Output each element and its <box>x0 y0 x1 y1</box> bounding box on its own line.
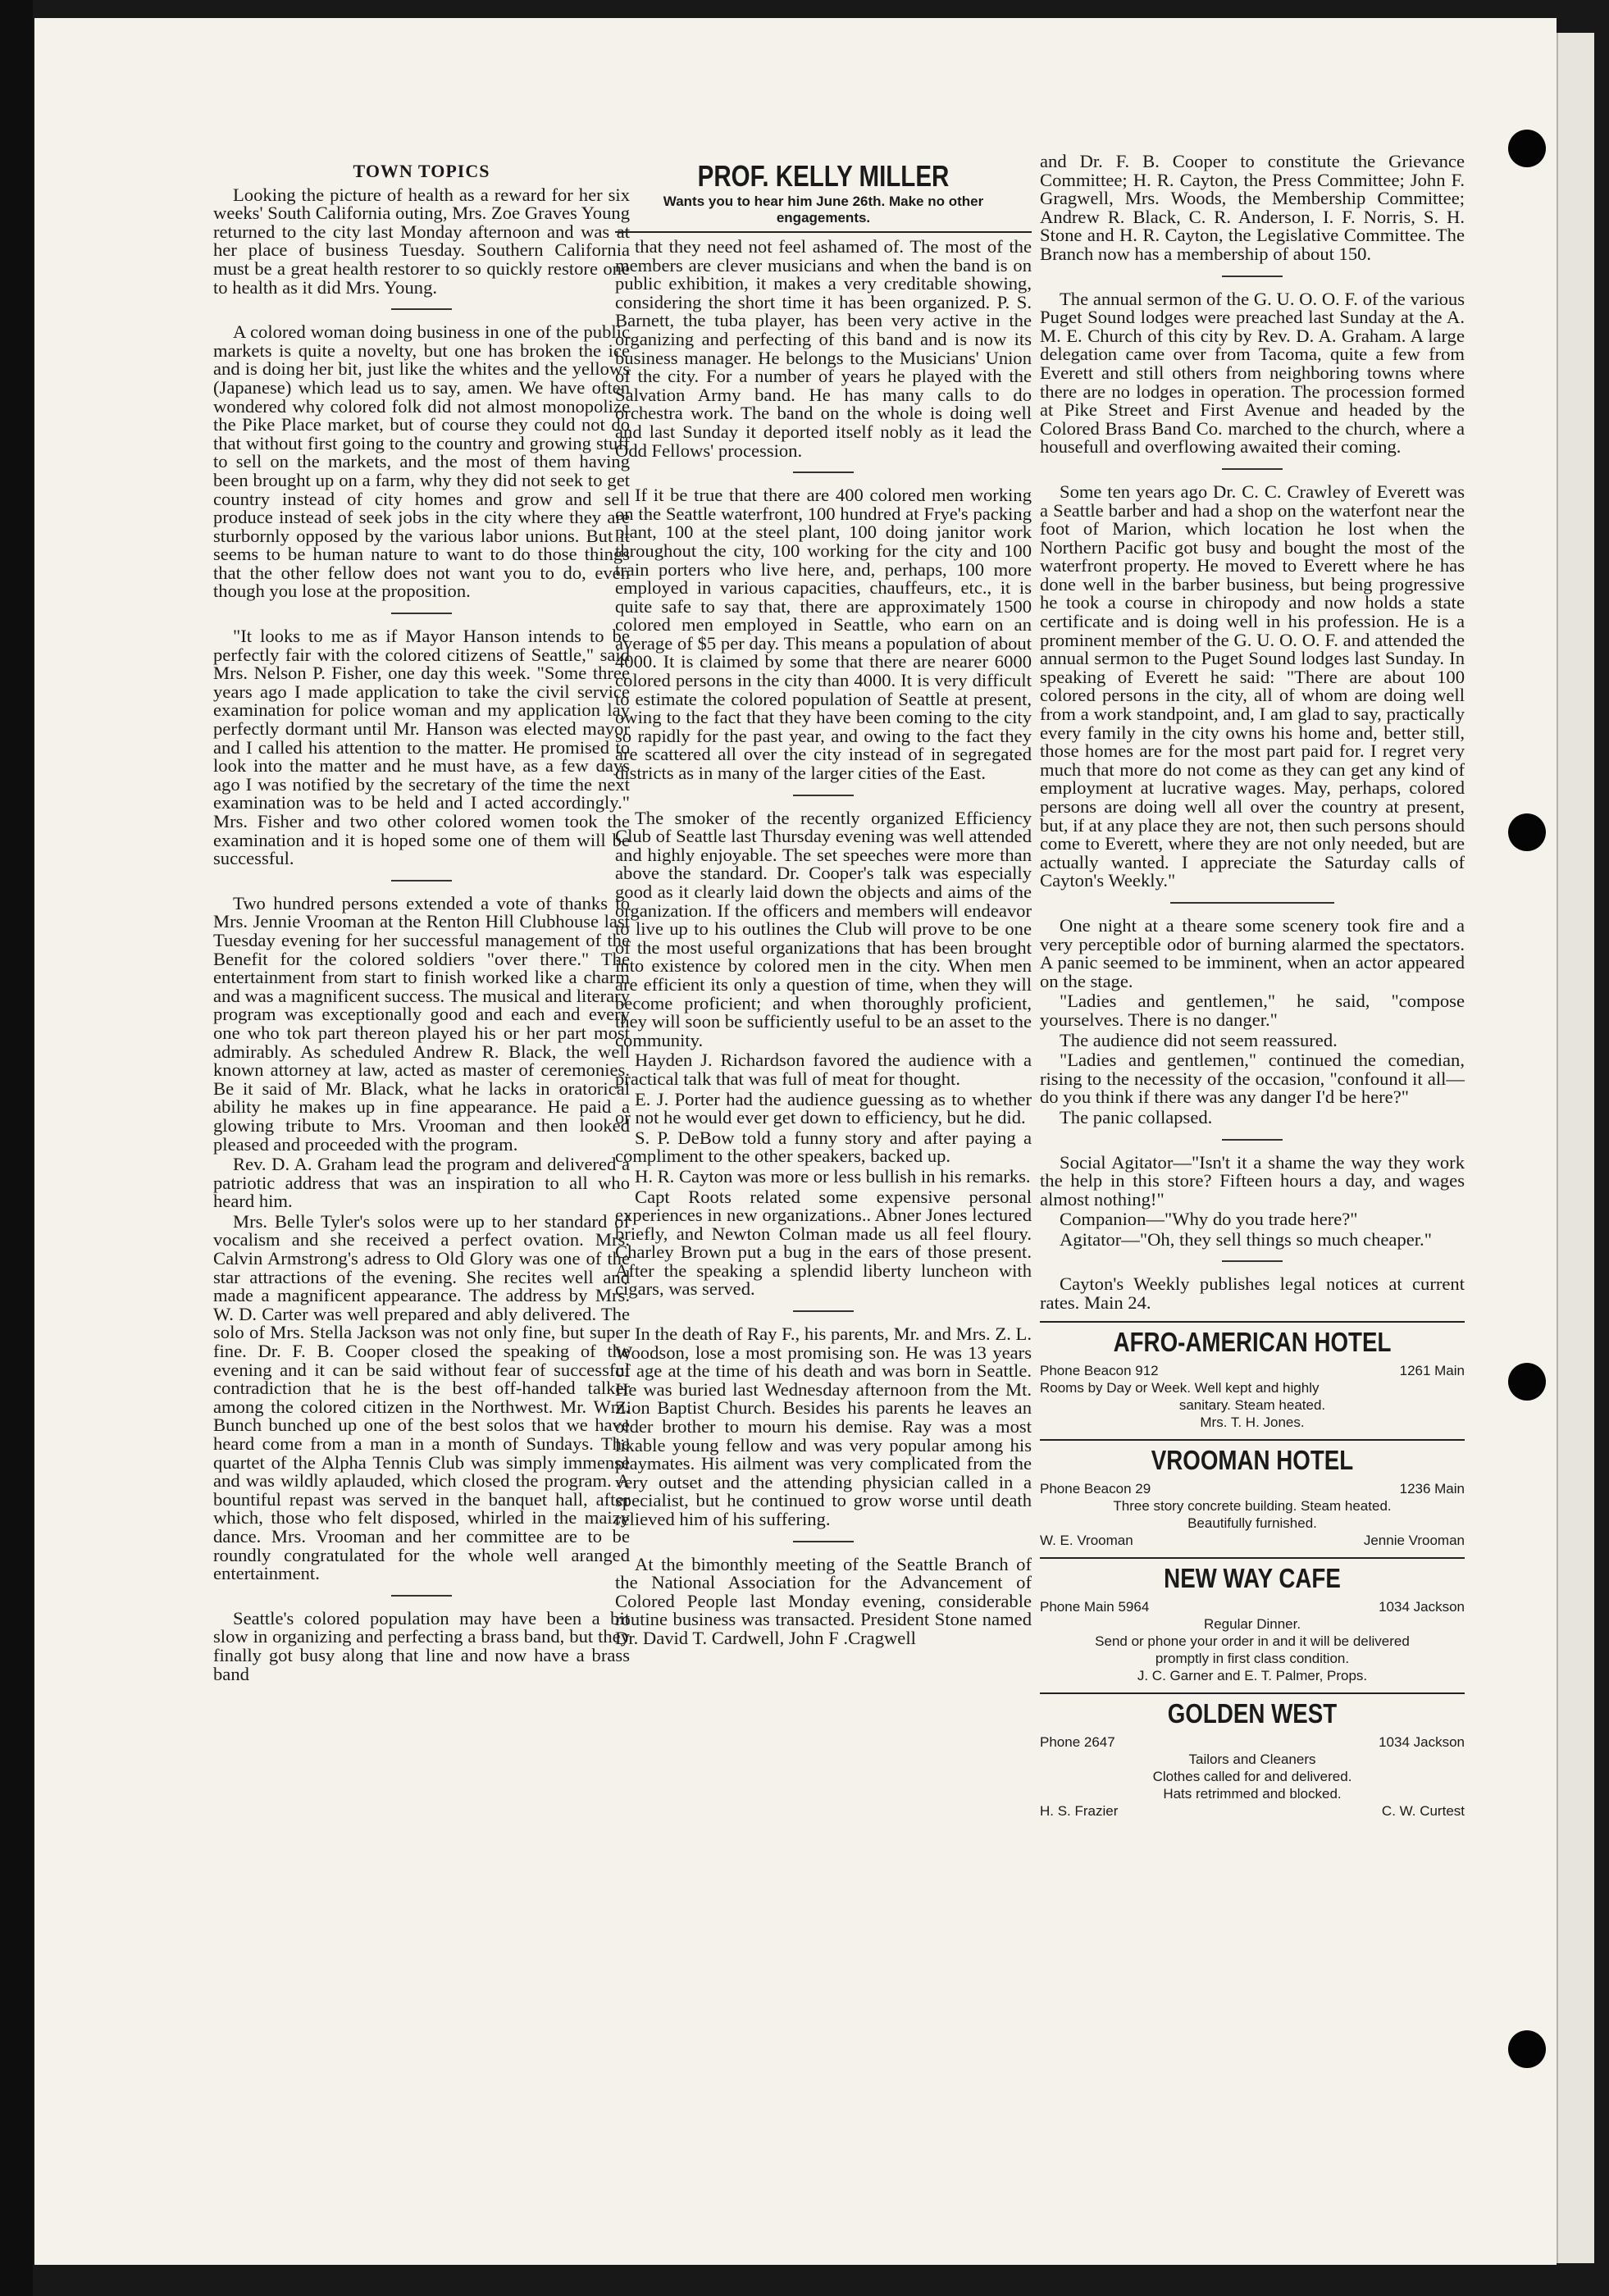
divider <box>391 613 452 614</box>
article-paragraph: A colored woman doing business in one of the public markets is quite a novelty, but one has broken the ice and is doing her bit, just like the whites and the yellows (Japanese) which lead us to say, amen. We have often wondered why colored folk did not almost monopolize the Pike Place market, but of course they could not do that without first going to the country and growing stuff to sell on the markets, and the most of them having been brought up on a farm, why they did not seek to get country instead of city homes and grow and sell produce instead of seek jobs in the city where they are sturbornly opposed by the various labor unions. But it seems to be human nature to want to do those things that the other fellow does not want you to do, even though you lose at the proposition. <box>213 321 630 602</box>
divider <box>793 1310 854 1312</box>
article-paragraph: The annual sermon of the G. U. O. O. F. of the various Puget Sound lodges were preached last Sunday at the A. M. E. Church of this city by Rev. D. A. Graham. A large delegation came over from Tacoma, quite a few from Everett and still others from neighboring towns where there are no lodges in operation. The procession formed at Pike Street and First Avenue and headed by the Colored Brass Band Co. marched to the church, where a housefull and overflowing awaited their coming. <box>1040 288 1465 458</box>
article-paragraph: and Dr. F. B. Cooper to constitute the Grievance Committee; H. R. Cayton, the Press Committee; John F. Gragwell, Mrs. Woods, the Membership Committee; Andrew R. Black, C. R. Anderson, I. F. Norris, S. H. Stone and H. R. Cayton, the Legislative Committee. The Branch now has a membership of about 150. <box>1040 151 1465 264</box>
ad-owner: W. E. Vrooman <box>1040 1532 1133 1548</box>
article-paragraph: "It looks to me as if Mayor Hanson intends to be perfectly fair with the colored citizens of Seattle," said Mrs. Nelson P. Fisher, one day this week. "Some three years ago I made application to take the civil service examination for police woman and my application lay perfectly dormant until Mr. Hanson was elected mayor and I called his attention to the matter. He promised to look into the matter and he must have, as a few days ago I was notified by the secretary of the time the next examination was to be held and I acted accordingly." Mrs. Fisher and two other colored women took the examination and it is hoped some one of them will be successful. <box>213 626 630 869</box>
ad-line: Three story concrete building. Steam heated. <box>1113 1497 1392 1514</box>
ad-line: Rooms by Day or Week. Well kept and highly <box>1040 1379 1320 1396</box>
ad-owner: H. S. Frazier <box>1040 1802 1119 1819</box>
article-paragraph: The smoker of the recently organized Efficiency Club of Seattle last Thursday evening was well attended and highly enjoyable. The set speeches were more than above the standard. Dr. Cooper's talk was especially good as it clearly laid down the objects and aims of the organization. If the officers and members will endeavor to live up to his outlines the Club will prove to be one of the most useful organizations that has been brought into existence by colored men in the city. When men are efficient its only a question of time, when they will become proficient; and when thoroughly proficient, they will soon be sufficiently useful to be an asset to the community. <box>615 807 1032 1050</box>
article-paragraph: Rev. D. A. Graham lead the program and delivered a patriotic address that was an inspiration to all who heard him. <box>213 1154 630 1212</box>
ad-name: AFRO-AMERICAN HOTEL <box>1113 1326 1392 1357</box>
ad-owner: C. W. Curtest <box>1381 1802 1465 1819</box>
article-paragraph: "Ladies and gentlemen," continued the comedian, rising to the necessity of the occasion, "confound it all—do you think if there was any danger I'd be here?" <box>1040 1050 1465 1108</box>
article-paragraph: S. P. DeBow told a funny story and after paying a compliment to the other speakers, backed up. <box>615 1127 1032 1167</box>
punch-hole <box>1508 130 1546 167</box>
ad-address: 1261 Main <box>1399 1362 1465 1378</box>
divider <box>1222 468 1283 470</box>
ad-phone: Phone Beacon 912 <box>1040 1362 1159 1378</box>
ad-vrooman-hotel <box>1040 1446 1465 1549</box>
article-paragraph: The panic collapsed. <box>1060 1106 1213 1128</box>
article-paragraph: E. J. Porter had the audience guessing as to whether or not he would ever get down to efficiency, but he did. <box>615 1088 1032 1128</box>
divider <box>793 795 854 796</box>
article-paragraph: H. R. Cayton was more or less bullish in his remarks. <box>635 1165 1031 1187</box>
ad-afro-american-hotel <box>1040 1328 1465 1431</box>
ad-line: Send or phone your order in and it will be delivered <box>1095 1633 1410 1649</box>
ad-phone: Phone Main 5964 <box>1040 1598 1150 1615</box>
ad-line: Hats retrimmed and blocked. <box>1163 1785 1342 1802</box>
punch-hole <box>1508 1363 1546 1401</box>
article-paragraph: "Ladies and gentlemen," he said, "compose yourselves. There is no danger." <box>1040 991 1465 1030</box>
article-paragraph: Looking the picture of health as a reward for her six weeks' South California outing, Mrs. Zoe Graves Young returned to the city last Monday afternoon and was at her place of business Tuesday. Southern California must be a great health restorer to so quickly restore one to health as it did Mrs. Young. <box>213 184 630 298</box>
ad-owner: Mrs. T. H. Jones. <box>1200 1414 1305 1430</box>
article-paragraph: Capt Roots related some expensive personal experiences in new organizations.. Abner Jones lectured briefly, and Newton Colman made us all feel floury. Charley Brown put a bug in the ears of those present. After the speaking a splendid liberty luncheon with cigars, was served. <box>615 1186 1032 1300</box>
punch-hole <box>1508 813 1546 851</box>
divider <box>793 472 854 473</box>
divider <box>391 880 452 882</box>
article-paragraph: Seattle's colored population may have been a bit slow in organizing and perfecting a brass band, but they finally got busy along that line and now have a brass band <box>213 1607 630 1684</box>
ad-line: Clothes called for and delivered. <box>1152 1768 1352 1784</box>
article-paragraph: In the death of Ray F., his parents, Mr. and Mrs. Z. L. Woodson, lose a most promising son. He was 13 years of age at the time of his death and was born in Seattle. He was buried last Wednesday afternoon from the Mt. Zion Baptist Church. Besides his parents he leaves an older brother to mourn his demise. Ray was a most likable young fellow and was very popular among his playmates. His ailment was very complicated from the very outset and the attending physician called in a specialist, but he continued to grow worse until death relieved him of his suffering. <box>615 1323 1032 1529</box>
article-paragraph: One night at a theare some scenery took fire and a very perceptible odor of burning alarmed the spectators. A panic seemed to be imminent, when an actor appeared on the stage. <box>1040 914 1465 991</box>
ad-address: 1034 Jackson <box>1379 1598 1465 1615</box>
punch-hole <box>1508 2030 1546 2068</box>
ad-name: VROOMAN HOTEL <box>1151 1444 1354 1475</box>
article-paragraph: Some ten years ago Dr. C. C. Crawley of Everett was a Seattle barber and had a shop on the waterfont near the foot of Marion, which location he lost when the Northern Pacific got busy and bought the most of the waterfront property. He moved to Everett where he has done well in the barber business, but being progressive he took a course in chiropody and now holds a state certificate and is doing well in his profession. He is a prominent member of the G. U. O. O. F. and attended the annual sermon to the Puget Sound lodges last Sunday. In speaking of Everett he said: "There are about 100 colored persons in the city, all of whom are doing well from a work standpoint, and, I am glad to say, practically every family in the city owns his home and, better still, those homes are for the most part paid for. I regret very much that more do not come as they can get any kind of employment at lucrative wages. May, perhaps, colored persons are doing well all over the country at present, but, if at any place they are not, then such persons should come to Everett, where they are not only needed, but are actually wanted. I appreciate the Saturday calls of Cayton's Weekly." <box>1040 481 1465 891</box>
divider <box>1222 276 1283 277</box>
ad-name: NEW WAY CAFE <box>1164 1562 1341 1593</box>
article-paragraph: Cayton's Weekly publishes legal notices at current rates. Main 24. <box>1040 1273 1465 1314</box>
ad-line: Regular Dinner. <box>1203 1615 1301 1632</box>
divider <box>615 231 1032 233</box>
scan-dark-border <box>0 0 33 2296</box>
article-paragraph: Agitator—"Oh, they sell things so much cheaper." <box>1060 1228 1432 1250</box>
divider <box>1170 902 1334 904</box>
divider <box>793 1541 854 1542</box>
ad-line: Beautifully furnished. <box>1187 1515 1317 1531</box>
article-paragraph: Hayden J. Richardson favored the audience with a practical talk that was full of meat for thought. <box>615 1050 1032 1089</box>
ad-line: Tailors and Cleaners <box>1188 1751 1316 1767</box>
column-1 <box>213 154 630 1683</box>
article-paragraph: Companion—"Why do you trade here?" <box>1060 1209 1358 1230</box>
article-paragraph: At the bimonthly meeting of the Seattle Branch of the National Association for the Advancement of Colored People last Monday evening, considerable routine business was transacted. President Stone named Dr. David T. Cardwell, John F .Cragwell <box>615 1553 1032 1648</box>
ad-address: 1236 Main <box>1399 1480 1465 1496</box>
column-3 <box>1040 153 1465 1820</box>
ad-owner: J. C. Garner and E. T. Palmer, Props. <box>1137 1667 1368 1683</box>
article-paragraph: that they need not feel ashamed of. The most of the members are clever musicians and when the band is on public exhibition, it makes a very creditable showing, considering the short time it has been organized. P. S. Barnett, the tuba player, has been very active in the organizing and perfecting of this band and is now its business manager. He belongs to the Musicians' Union of the city. For a number of years he played with the Salvation Army band. He has many calls to do orchestra work. The band on the whole is doing well and last Sunday it deported itself nobly as it lead the Odd Fellows' procession. <box>615 236 1032 461</box>
column-2 <box>615 154 1032 1648</box>
ad-line: promptly in first class condition. <box>1155 1650 1350 1666</box>
column-subheading: Wants you to hear him June 26th. Make no other engagements. <box>663 194 984 226</box>
article-paragraph: Two hundred persons extended a vote of thanks to Mrs. Jennie Vrooman at the Renton Hill Clubhouse last Tuesday evening for her successful management of the Benefit for the colored soldiers "over there." The entertainment from start to finish worked like a charm and was a magnificent success. The musical and literary program was exceptionally good and each and every one who tok part thereon played his or her part most admirably. As scheduled Andrew R. Black, the well known attorney at law, acted as master of ceremonies. Be it said of Mr. Black, what he lacks in oratorical ability he makes up in fine appearance. He paid a glowing tribute to Mrs. Vrooman and then looked pleased and proceeded with the program. <box>213 892 630 1155</box>
ad-golden-west <box>1040 1699 1465 1820</box>
column-heading: TOWN TOPICS <box>353 161 490 181</box>
column-heading: PROF. KELLY MILLER <box>697 159 950 193</box>
divider <box>1040 1692 1465 1694</box>
ad-new-way-cafe <box>1040 1564 1465 1684</box>
article-paragraph: Mrs. Belle Tyler's solos were up to her standard of vocalism and she received a perfect ovation. Mrs. Calvin Armstrong's adress to Old Glory was one of the star attractions of the evening. She recites well and made a magnificent appearance. The address by Mrs. W. D. Carter was well prepared and ably delivered. The solo of Mrs. Stella Jackson was not only fine, but super fine. Dr. F. B. Cooper closed the speaking of the evening and it can be said without fear of successful contradiction that he is the best off-handed talker among the colored citizen in the Northwest. Mr. Wm. Bunch bunched up one of the best solos that we have heard come from a man in a month of Sundays. The quartet of the Alpha Tennis Club was simply immense and was wildly aplauded, which closed the program. A bountiful repast was served in the banquet hall, after which, those who felt disposed, whirled in the maizy dance. Mrs. Vrooman and her committee are to be roundly congratulated for the whole well aranged entertainment. <box>213 1210 630 1584</box>
divider <box>391 1595 452 1597</box>
divider <box>391 308 452 310</box>
newspaper-page <box>34 18 1557 2265</box>
ad-phone: Phone Beacon 29 <box>1040 1480 1151 1496</box>
article-paragraph: If it be true that there are 400 colored men working on the Seattle waterfront, 100 hundred at Frye's packing plant, 100 at the steel plant, 100 doing janitor work throughout the city, 100 working for the city and 100 train porters who live here, and, perhaps, 100 more employed in various capacities, chauffeurs, etc., it is quite safe to say that, there are approximately 1500 colored men employed in Seattle, who earn on an average of $5 per day. This means a population of about 4000. It is claimed by some that there are nearer 6000 colored persons in the city than 4000. It is very difficult to estimate the colored population of Seattle at present, owing to the fact that they have been coming to the city so rapidly for the past year, and owing to the fact they are scattered all over the city instead of in segregated districts as in many of the larger cities of the East. <box>615 485 1032 784</box>
divider <box>1040 1321 1465 1323</box>
ad-address: 1034 Jackson <box>1379 1733 1465 1750</box>
divider <box>1222 1139 1283 1141</box>
ad-line: sanitary. Steam heated. <box>1178 1396 1326 1413</box>
next-page-edge <box>1557 33 1594 2263</box>
divider <box>1040 1557 1465 1559</box>
divider <box>1040 1439 1465 1441</box>
article-paragraph: The audience did not seem reassured. <box>1060 1029 1338 1050</box>
divider <box>1222 1260 1283 1262</box>
ad-phone: Phone 2647 <box>1040 1733 1115 1750</box>
ad-name: GOLDEN WEST <box>1167 1697 1338 1729</box>
ad-owner: Jennie Vrooman <box>1363 1532 1465 1548</box>
article-paragraph: Social Agitator—"Isn't it a shame the way they work the help in this store? Fifteen hours a day, and wages almost nothing!" <box>1040 1151 1465 1210</box>
